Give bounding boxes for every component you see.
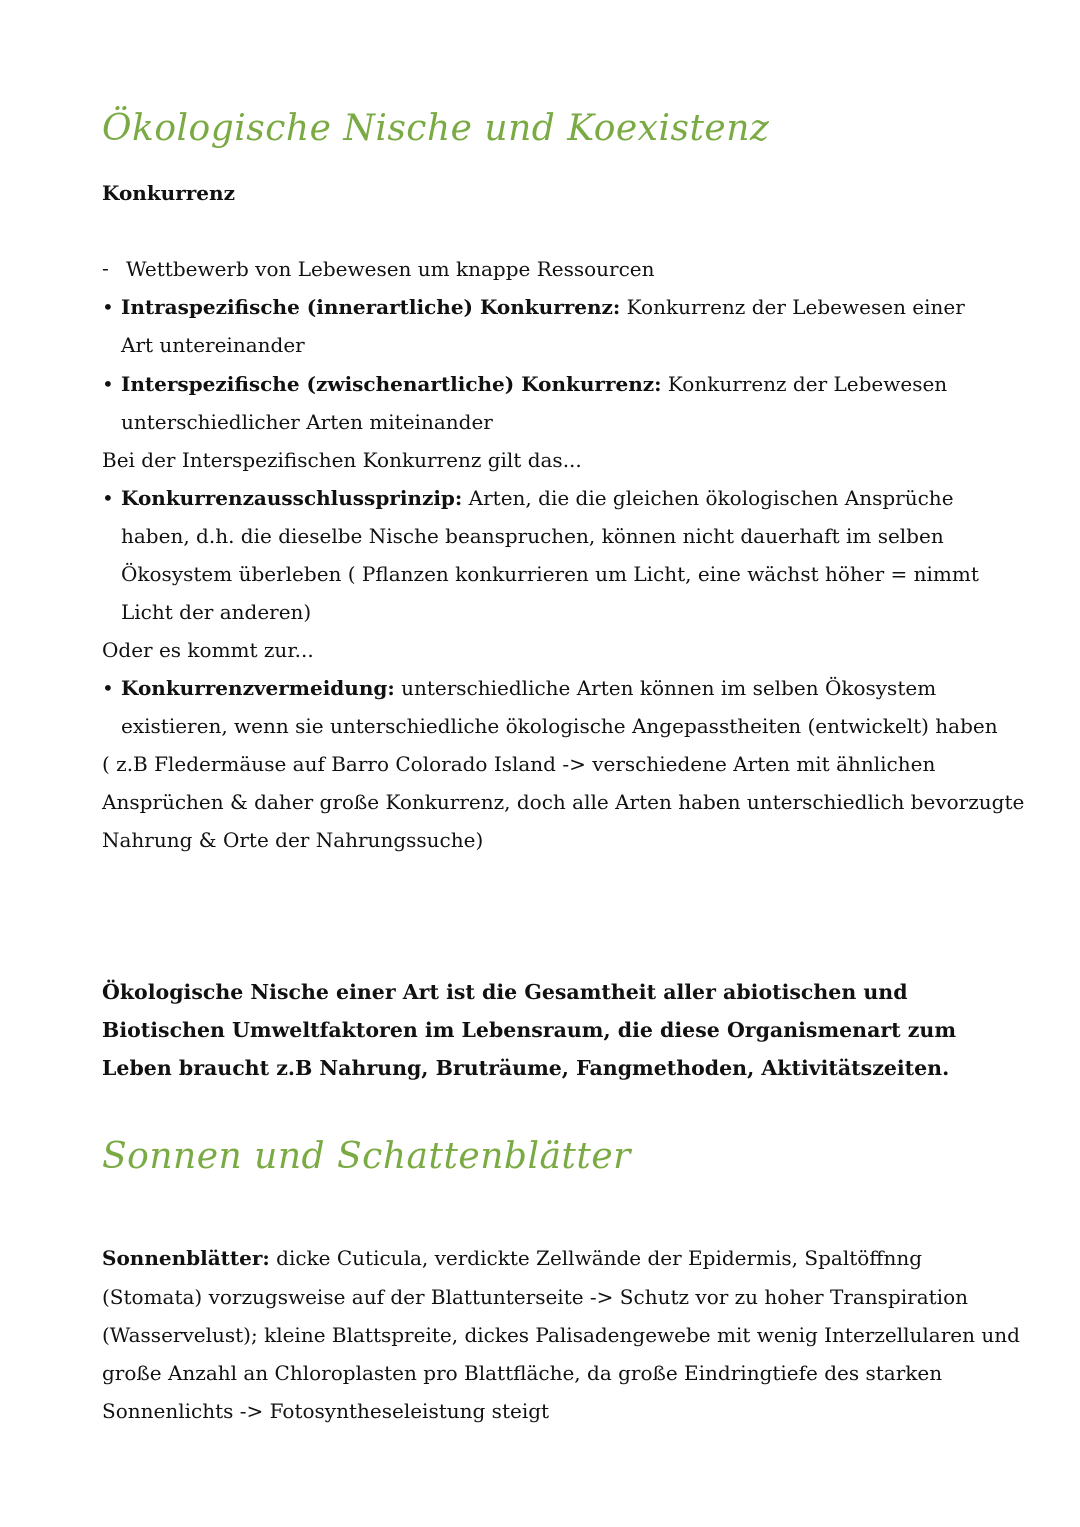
- inter-text: Konkurrenz der Lebewesen: [661, 372, 948, 396]
- inter-line-2: unterschiedlicher Arten miteinander: [121, 410, 493, 434]
- inter-term: Interspezifische (zwischenartliche) Konkurrenz:: [121, 372, 662, 396]
- ausschluss-term: Konkurrenzausschlussprinzip:: [121, 486, 463, 510]
- vermeidung-line-1: [121, 676, 936, 700]
- definition-line-1: Ökologische Nische einer Art ist die Gesamtheit aller abiotischen und: [102, 980, 908, 1004]
- section-title-sonnen: Sonnen und Schattenblätter: [102, 1136, 631, 1177]
- sonnen-line-4: große Anzahl an Chloroplasten pro Blattfläche, da große Eindringtiefe des starken: [102, 1361, 943, 1385]
- bullet-dot-icon: •: [102, 486, 114, 510]
- bullet-dot-icon: •: [102, 295, 114, 319]
- sonnen-text: dicke Cuticula, verdickte Zellwände der Epidermis, Spaltöffnng: [269, 1246, 923, 1270]
- dash-marker-icon: -: [102, 256, 109, 280]
- intro-interspezifisch: Bei der Interspezifischen Konkurrenz gilt das...: [102, 448, 582, 472]
- ausschluss-line-2: haben, d.h. die dieselbe Nische beanspruchen, können nicht dauerhaft im selben: [121, 524, 944, 548]
- oder-text: Oder es kommt zur...: [102, 638, 314, 662]
- bullet-dot-icon: •: [102, 676, 114, 700]
- bullet-dot-icon: •: [102, 372, 114, 396]
- ausschluss-line-3: Ökosystem überleben ( Pflanzen konkurrieren um Licht, eine wächst höher = nimmt: [121, 562, 979, 586]
- intra-line-2: Art untereinander: [121, 333, 305, 357]
- inter-line-1: [121, 372, 947, 396]
- sonnen-term: Sonnenblätter:: [102, 1246, 270, 1270]
- intra-text: Konkurrenz der Lebewesen einer: [620, 295, 965, 319]
- sonnen-line-1: [102, 1246, 922, 1270]
- vermeidung-line-2: existieren, wenn sie unterschiedliche ökologische Angepasstheiten (entwickelt) haben: [121, 714, 998, 738]
- intra-line-1: [121, 295, 965, 319]
- definition-line-3: Leben braucht z.B Nahrung, Bruträume, Fangmethoden, Aktivitätszeiten.: [102, 1056, 950, 1080]
- vermeidung-term: Konkurrenzvermeidung:: [121, 676, 395, 700]
- intra-term: Intraspezifische (innerartliche) Konkurrenz:: [121, 295, 621, 319]
- ausschluss-text: Arten, die die gleichen ökologischen Ansprüche: [462, 486, 954, 510]
- sonnen-line-5: Sonnenlichts -> Fotosyntheseleistung steigt: [102, 1399, 550, 1423]
- sonnen-line-3: (Wasservelust); kleine Blattspreite, dickes Palisadengewebe mit wenig Interzellularen und: [102, 1323, 1020, 1347]
- definition-line-2: Biotischen Umweltfaktoren im Lebensraum, die diese Organismenart zum: [102, 1018, 957, 1042]
- dash-item: Wettbewerb von Lebewesen um knappe Ressourcen: [126, 257, 655, 281]
- example-line-1: ( z.B Fledermäuse auf Barro Colorado Island -> verschiedene Arten mit ähnlichen: [102, 752, 936, 776]
- section-heading-konkurrenz: Konkurrenz: [102, 181, 235, 205]
- ausschluss-line-1: [121, 486, 954, 510]
- ausschluss-line-4: Licht der anderen): [121, 600, 312, 624]
- example-line-3: Nahrung & Orte der Nahrungssuche): [102, 828, 484, 852]
- page-title: Ökologische Nische und Koexistenz: [102, 108, 770, 149]
- vermeidung-text: unterschiedliche Arten können im selben Ökosystem: [394, 676, 937, 700]
- sonnen-line-2: (Stomata) vorzugsweise auf der Blattunterseite -> Schutz vor zu hoher Transpiration: [102, 1285, 968, 1309]
- example-line-2: Ansprüchen & daher große Konkurrenz, doch alle Arten haben unterschiedlich bevorzugte: [102, 790, 1025, 814]
